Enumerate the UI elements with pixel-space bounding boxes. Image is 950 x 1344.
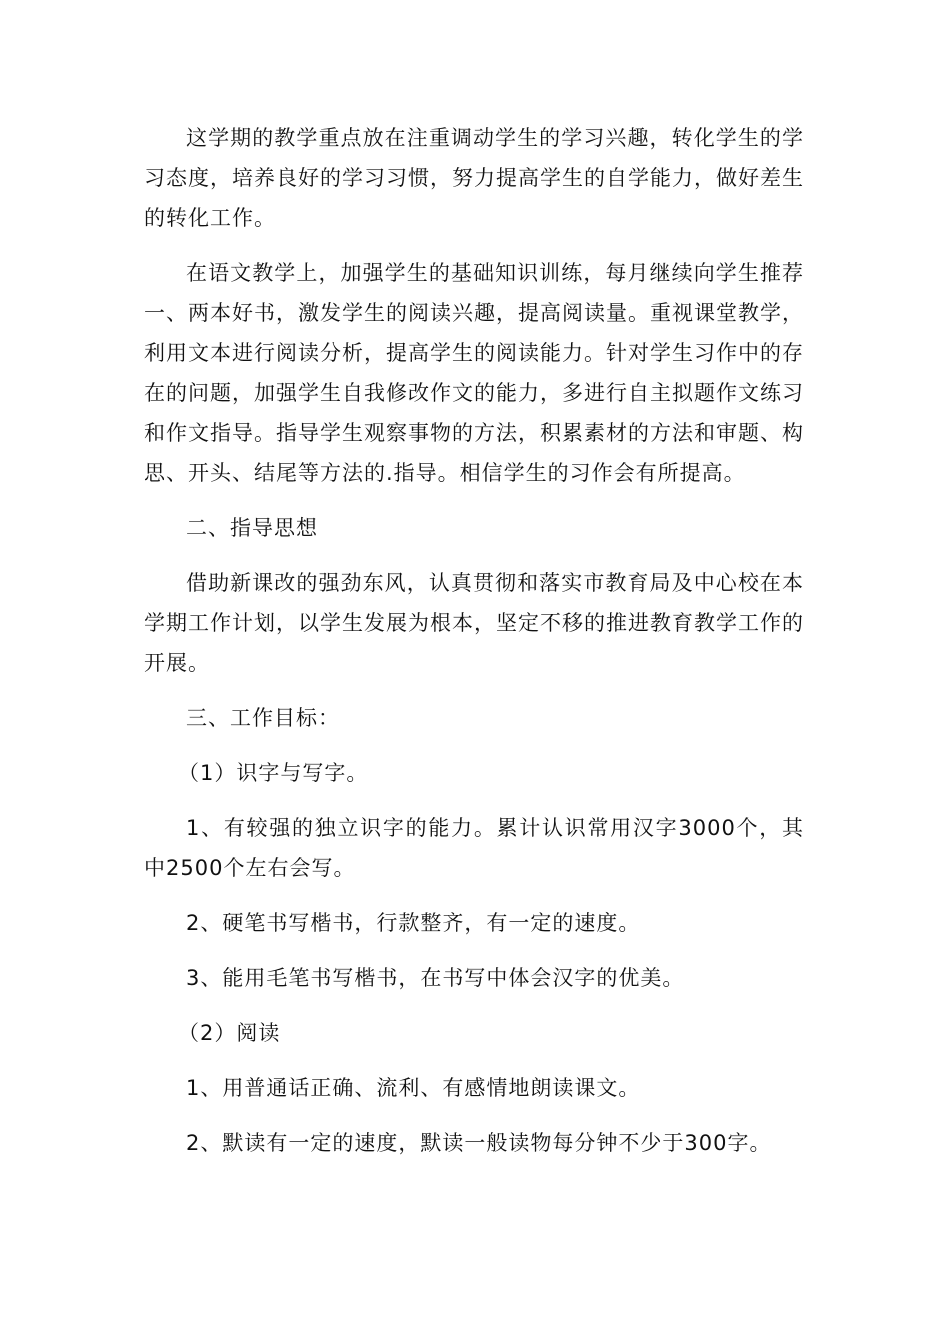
- list-item: 2、默读有一定的速度，默读一般读物每分钟不少于300字。: [186, 1131, 772, 1155]
- subheading-literacy-writing: （1）识字与写字。: [178, 761, 369, 785]
- list-item: 1、用普通话正确、流利、有感情地朗读课文。: [186, 1076, 641, 1100]
- list-item: 3、能用毛笔书写楷书，在书写中体会汉字的优美。: [186, 966, 685, 990]
- section-heading-guiding-thought: 二、指导思想: [186, 516, 318, 540]
- paragraph-teaching-focus: 这学期的教学重点放在注重调动学生的学习兴趣，转化学生的学习态度，培养良好的学习习惯，努力提高学生的自学能力，做好差生的转化工作。: [144, 126, 804, 230]
- paragraph-chinese-teaching: 在语文教学上，加强学生的基础知识训练，每月继续向学生推荐一、两本好书，激发学生的阅读兴趣，提高阅读量。重视课堂教学，利用文本进行阅读分析，提高学生的阅读能力。针对学生习作中的存在的问题，加强学生自我修改作文的能力，多进行自主拟题作文练习和作文指导。指导学生观察事物的方法，积累素材的方法和审题、构思、开头、结尾等方法的.指导。相信学生的习作会有所提高。: [144, 261, 804, 485]
- list-item: 2、硬笔书写楷书，行款整齐，有一定的速度。: [186, 911, 641, 935]
- section-heading-work-goals: 三、工作目标：: [186, 706, 340, 730]
- paragraph-guiding-thought: 借助新课改的强劲东风，认真贯彻和落实市教育局及中心校在本学期工作计划，以学生发展为根本，坚定不移的推进教育教学工作的开展。: [144, 571, 804, 675]
- list-item: 1、有较强的独立识字的能力。累计认识常用汉字3000个，其中2500个左右会写。: [144, 816, 804, 880]
- document-body: [144, 118, 804, 1178]
- subheading-reading: （2）阅读: [178, 1021, 281, 1045]
